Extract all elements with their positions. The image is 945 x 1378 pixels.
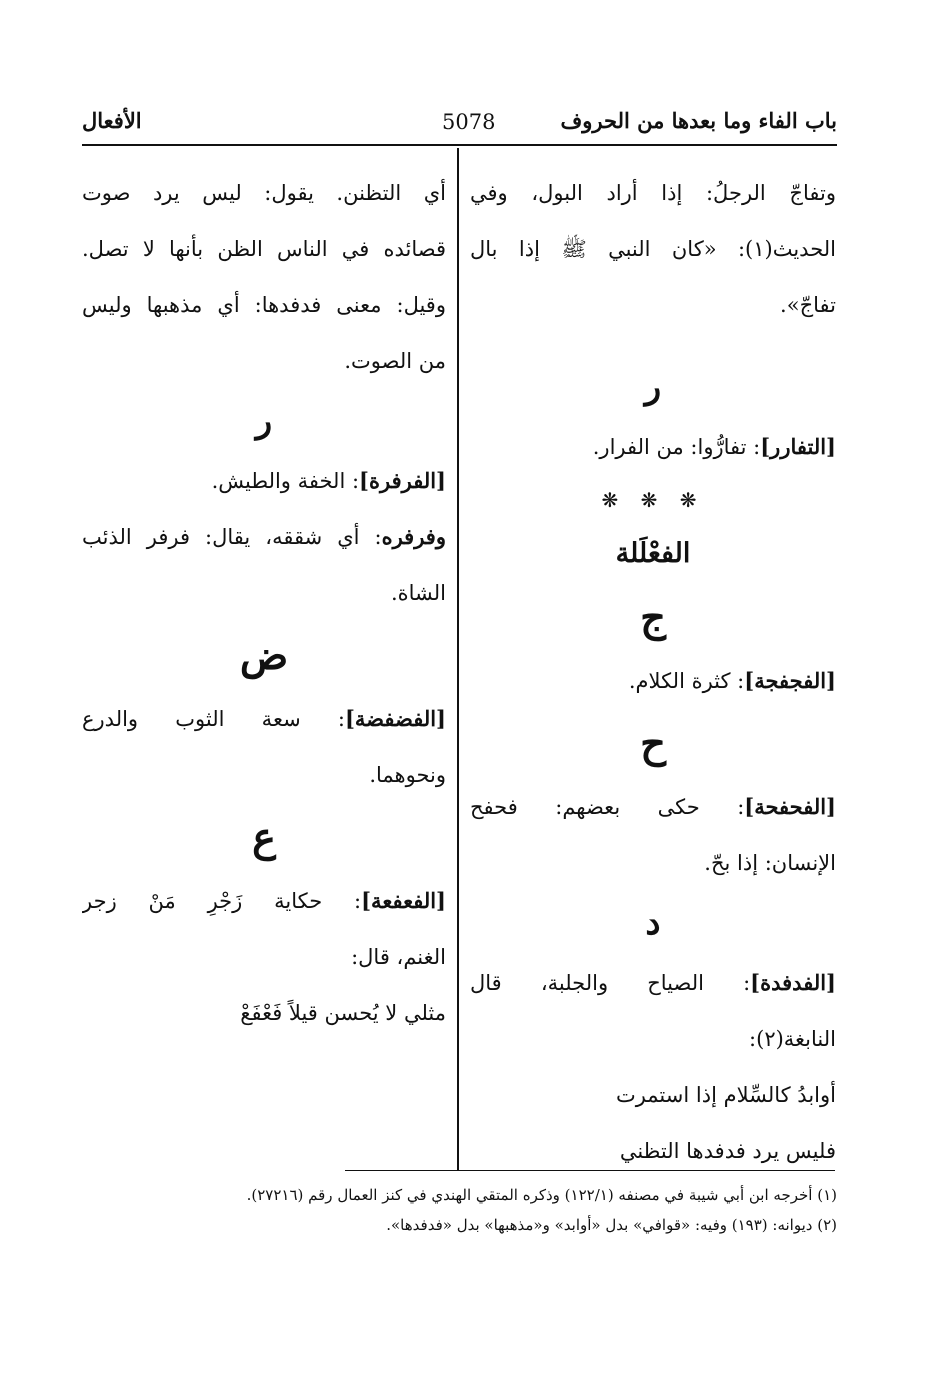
page-number: 5078 bbox=[442, 110, 496, 134]
entry-keyword: [الفضفضة] bbox=[344, 706, 446, 731]
entry-fahfaha bbox=[470, 779, 836, 835]
text-line: الشاة. bbox=[390, 581, 446, 605]
entry-definition: : سعة الثوب والدرع bbox=[82, 707, 345, 731]
chapter-title: باب الفاء وما بعدها من الحروف bbox=[560, 108, 837, 133]
footnotes bbox=[82, 1180, 837, 1240]
entry-fadfada bbox=[470, 955, 836, 1011]
entry-keyword: [الفجفجة] bbox=[744, 668, 836, 693]
footnote: (٢) ديوانه: (١٩٣) وفيه: «قوافي» بدل «أوابد» و«مذهبها» بدل «فدفدها». bbox=[386, 1216, 837, 1234]
entry-definition: : الخفة والطيش. bbox=[211, 469, 360, 493]
text-line: النابغة(٢): bbox=[749, 1027, 836, 1051]
entry-fajfaja bbox=[470, 653, 836, 709]
text-line: الحديث(١): «كان النبي ﷺ إذا بال bbox=[470, 237, 836, 261]
entry-definition: : كثرة الكلام. bbox=[628, 669, 745, 693]
left-column bbox=[82, 165, 446, 1041]
entry-keyword: [الفعفعة] bbox=[361, 888, 446, 913]
text-line: وتفاجّ الرجلُ: إذا أراد البول، وفي bbox=[470, 181, 836, 205]
letter-heading-ayn: ع bbox=[252, 814, 276, 861]
text-line: الإنسان: إذا بحّ. bbox=[704, 851, 836, 875]
letter-heading-ra: ر bbox=[644, 367, 662, 407]
entry-tafarur bbox=[470, 419, 836, 475]
verse-line: مثلي لا يُحسن قيلاً فَعْفَعْ bbox=[240, 1001, 446, 1025]
right-column bbox=[470, 165, 836, 1179]
verse-line: فليس يرد فدفدها التظني bbox=[619, 1139, 836, 1163]
entry-faqfaqa bbox=[82, 873, 446, 929]
letter-heading-ra: ر bbox=[255, 401, 273, 441]
letter-heading-ha: ح bbox=[640, 720, 666, 767]
entry-fadfada bbox=[82, 691, 446, 747]
letter-heading-dad: ض bbox=[239, 632, 289, 679]
column-divider bbox=[457, 148, 459, 1170]
footnote: (١) أخرجه ابن أبي شيبة في مصنفه (١٢٢/١) وذكره المتقي الهندي في كنز العمال رقم (٢٧٢١٦). bbox=[246, 1186, 837, 1204]
section-header: الأفعال bbox=[82, 108, 142, 133]
section-title: الفعْلَلة bbox=[615, 538, 691, 569]
entry-keyword: [الفحفحة] bbox=[744, 794, 836, 819]
letter-heading-jim: ج bbox=[640, 594, 666, 641]
entry-farfarahu bbox=[82, 509, 446, 565]
entry-keyword: [الفرفرة] bbox=[359, 468, 446, 493]
entry-definition: : أي شققه، يقال: فرفر الذئب bbox=[82, 525, 382, 549]
text-line: ونحوهما. bbox=[369, 763, 446, 787]
entry-definition: : تفارُّوا: من الفرار. bbox=[592, 435, 761, 459]
entry-farfara bbox=[82, 453, 446, 509]
text-line: تفاجّ». bbox=[780, 293, 836, 317]
entry-keyword: [التفارر] bbox=[760, 434, 836, 459]
text-line: قصائده في الناس الظن بأنها لا تصل. bbox=[82, 237, 446, 261]
entry-definition: : الصياح والجلبة، قال bbox=[470, 971, 751, 995]
entry-definition: : حكاية زَجْرِ مَنْ زجر bbox=[82, 889, 362, 913]
text-line: الغنم، قال: bbox=[351, 945, 446, 969]
entry-keyword: [الفدفدة] bbox=[750, 970, 836, 995]
text-line: وقيل: معنى فدفدها: أي مذهبها وليس bbox=[82, 293, 446, 317]
verse-line: أوابدُ كالسِّلام إذا استمرت bbox=[615, 1083, 836, 1107]
letter-heading-dal: د bbox=[645, 903, 661, 943]
text-line: أي التظنن. يقول: ليس يرد صوت bbox=[82, 181, 446, 205]
page-header bbox=[82, 108, 837, 144]
header-rule bbox=[82, 144, 837, 146]
text-line: من الصوت. bbox=[344, 349, 446, 373]
entry-keyword: وفرفره bbox=[381, 524, 446, 549]
footnote-rule bbox=[345, 1170, 835, 1171]
separator-stars: ❋ ❋ ❋ bbox=[601, 488, 705, 512]
entry-definition: : حكى بعضهم: فحفح bbox=[470, 795, 745, 819]
